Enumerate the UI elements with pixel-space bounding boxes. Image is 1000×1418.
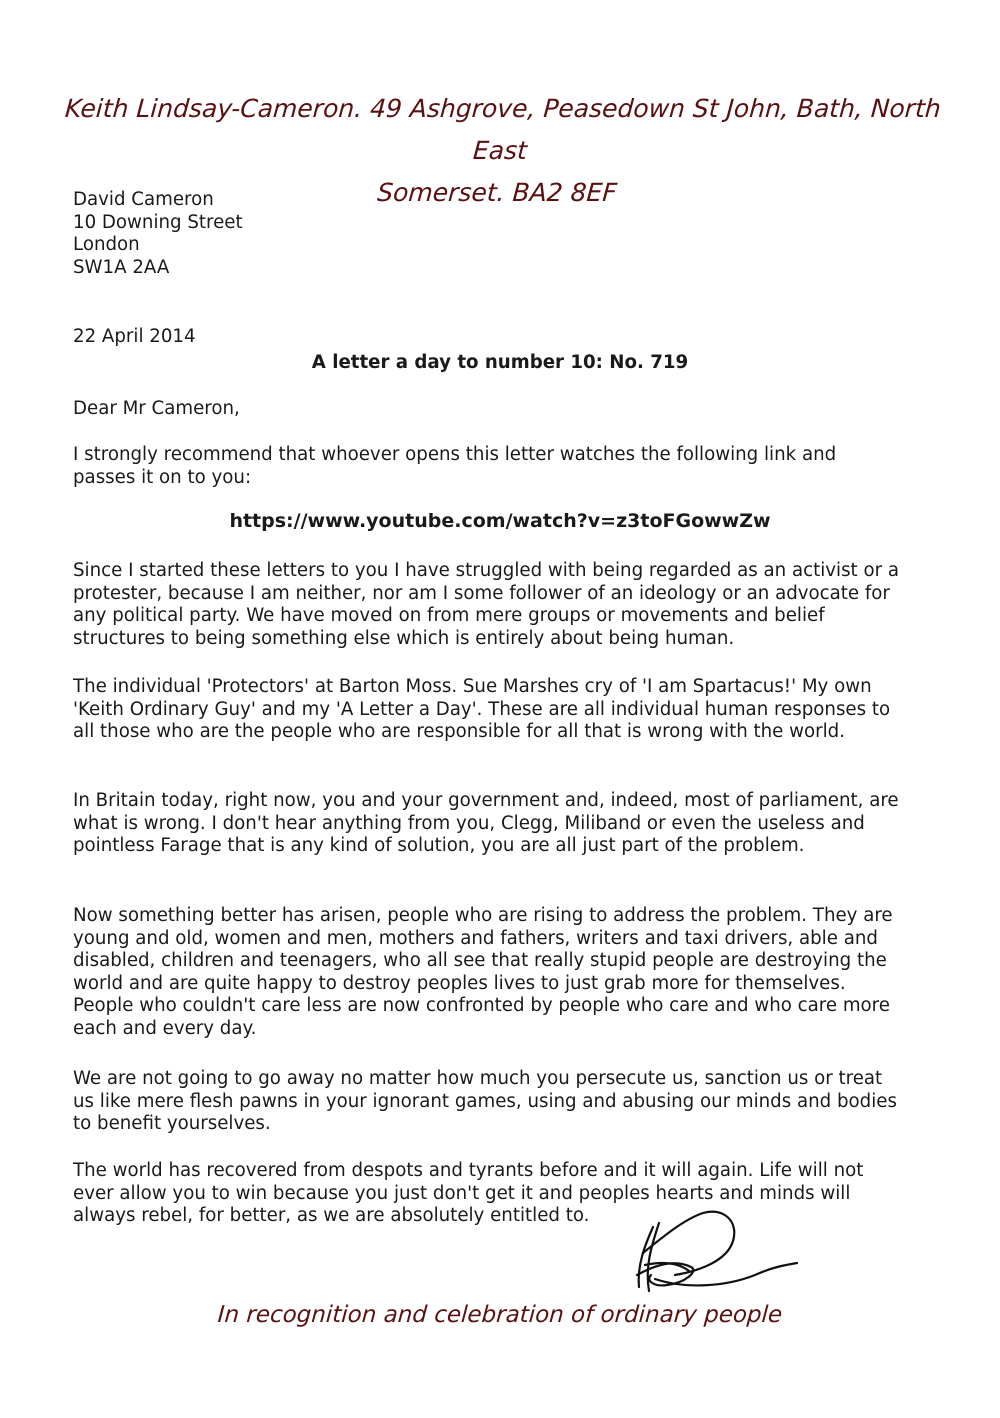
paragraph-3: The individual 'Protectors' at Barton Moss. Sue Marshes cry of 'I am Spartacus!' My own 'Keith Ordinary Guy' and my 'A Letter a Day'. These are all individual human responses to all those who are the people who are responsible for all that is wrong with the world. [73,676,891,742]
handwritten-signature [615,1205,805,1300]
recipient-postcode: SW1A 2AA [73,256,170,278]
letter-date: 22 April 2014 [73,326,196,347]
recipient-address [73,189,243,279]
letterhead-line-2: Somerset. BA2 8EF [376,178,618,207]
recipient-city: London [73,234,140,255]
letter-subject: A letter a day to number 10: No. 719 [311,352,689,373]
recipient-street: 10 Downing Street [73,211,243,233]
paragraph-6: We are not going to go away no matter how much you persecute us, sanction us or treat us like mere flesh pawns in your ignorant games, using and abusing our minds and bodies to benefit yourselves. [73,1068,897,1134]
paragraph-4: In Britain today, right now, you and your government and, indeed, most of parliament, are what is wrong. I don't hear anything from you, Clegg, Miliband or even the useless and pointless Farage that is any kind of solution, you are all just part of the problem. [73,790,899,856]
paragraph-2: Since I started these letters to you I have struggled with being regarded as an activist or a protester, because I am neither, nor am I some follower of an ideology or an advocate for any political party. We have moved on from mere groups or movements and belief structures to being something else which is entirely about being human. [73,560,900,649]
paragraph-7: The world has recovered from despots and tyrants before and it will again. Life will not ever allow you to win because you just don't get it and peoples hearts and minds will always rebel, for better, as we are absolutely entitled to. [73,1160,864,1226]
letterhead-line-1: Keith Lindsay-Cameron. 49 Ashgrove, Peasedown St John, Bath, North East [64,94,942,165]
footer-motto: In recognition and celebration of ordinary people [216,1302,784,1328]
youtube-link[interactable]: https://www.youtube.com/watch?v=z3toFGowwZw [229,510,771,532]
salutation: Dear Mr Cameron, [73,398,240,419]
paragraph-1: I strongly recommend that whoever opens this letter watches the following link and passes it on to you: [73,444,837,488]
paragraph-5: Now something better has arisen, people who are rising to address the problem. They are young and old, women and men, mothers and fathers, writers and taxi drivers, able and disabled, children and teenagers, who all see that really stupid people are destroying the world and are quite happy to destroy peoples lives to just grab more for themselves. People who couldn't care less are now confronted by people who care and who care more each and every day. [73,905,893,1039]
recipient-name: David Cameron [73,189,214,210]
